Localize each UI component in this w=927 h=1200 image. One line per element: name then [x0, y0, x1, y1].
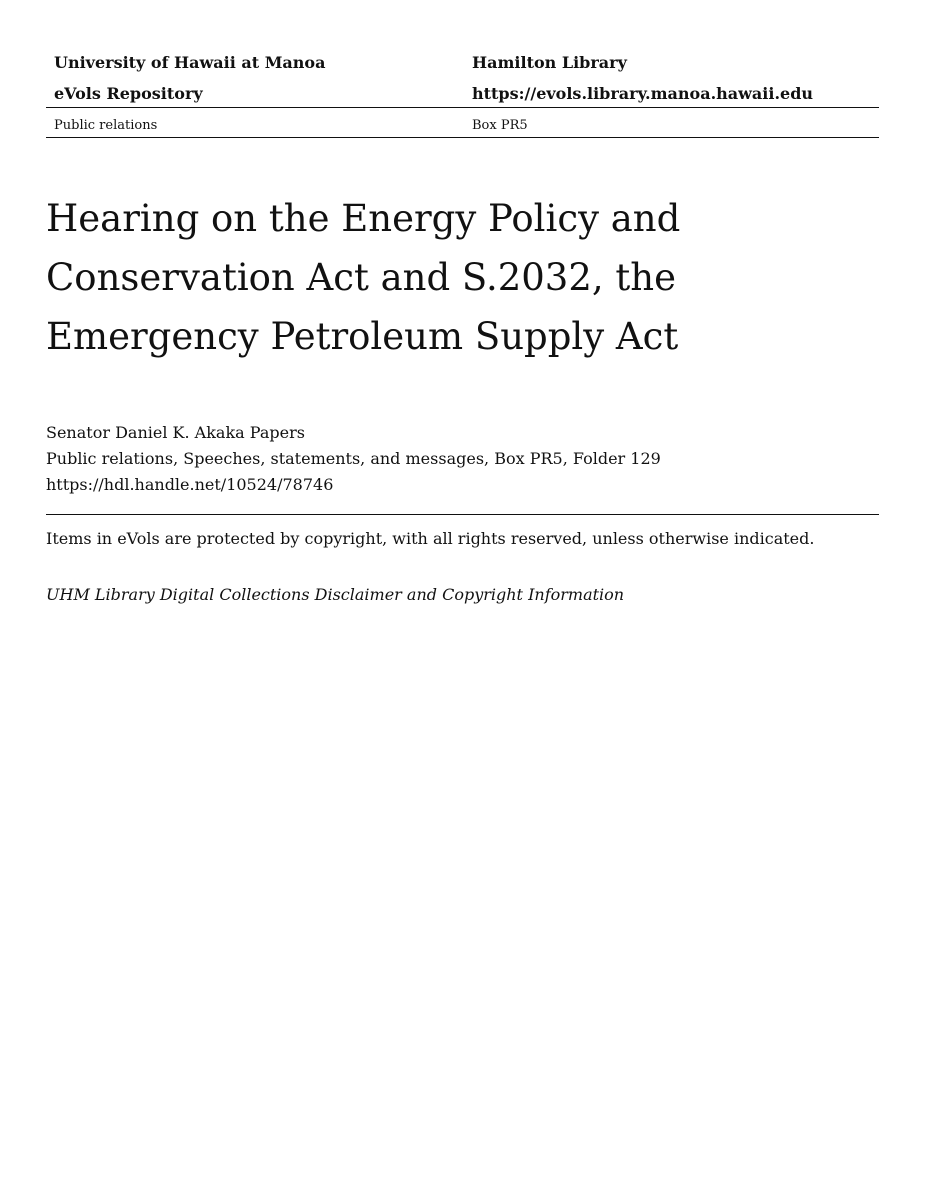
title-line-3: Emergency Petroleum Supply Act	[46, 315, 679, 358]
series-description: Public relations, Speeches, statements, and messages, Box PR5, Folder 129	[46, 449, 661, 468]
collection-area: Public relations	[54, 118, 158, 133]
collection-name: Senator Daniel K. Akaka Papers	[46, 423, 305, 442]
header-rule-top	[46, 107, 879, 108]
repository-name: eVols Repository	[54, 84, 203, 103]
title-line-1: Hearing on the Energy Policy and	[46, 197, 681, 240]
handle-link[interactable]: https://hdl.handle.net/10524/78746	[46, 475, 334, 494]
header-meta-row	[46, 117, 879, 137]
copyright-notice: Items in eVols are protected by copyright, with all rights reserved, unless otherwise indicated.	[46, 529, 815, 548]
institution-name: University of Hawaii at Manoa	[54, 53, 326, 72]
repository-url[interactable]: https://evols.library.manoa.hawaii.edu	[472, 84, 814, 103]
library-name: Hamilton Library	[472, 53, 627, 72]
info-rule	[46, 514, 879, 515]
header-rule-bottom	[46, 137, 879, 138]
title-line-2: Conservation Act and S.2032, the	[46, 256, 676, 299]
box-label: Box PR5	[472, 118, 528, 133]
header-row-1	[46, 52, 879, 83]
disclaimer-link[interactable]: UHM Library Digital Collections Disclaimer and Copyright Information	[46, 585, 625, 604]
document-info	[46, 420, 879, 498]
document-title	[46, 189, 846, 366]
header-row-2	[46, 83, 879, 109]
